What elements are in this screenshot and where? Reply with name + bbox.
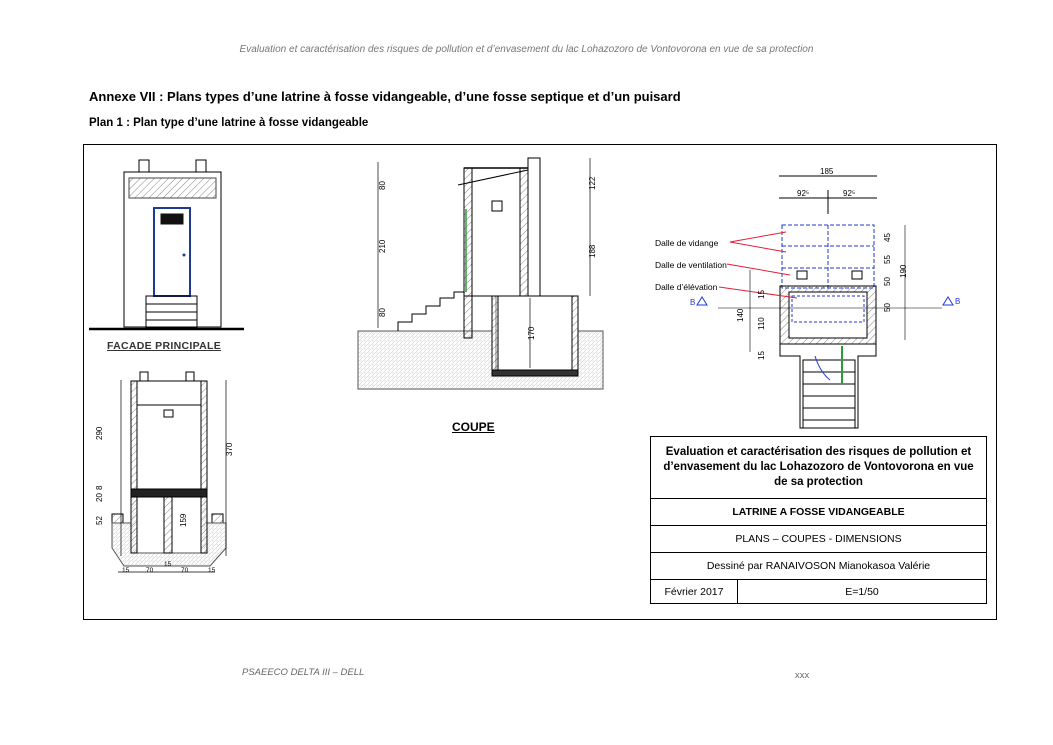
dim-fs-5: 159 bbox=[179, 513, 188, 527]
annex-title: Annexe VII : Plans types d’une latrine à fosse vidangeable, d’une fosse septique et d’un puisard bbox=[89, 89, 681, 104]
dim-fs-4: 52 bbox=[95, 516, 104, 525]
dim-fs-6: 15 bbox=[164, 561, 172, 568]
dim-plan-0: 185 bbox=[820, 167, 834, 176]
dim-plan-11: 15 bbox=[757, 351, 766, 360]
dim-coupe-3: 122 bbox=[588, 176, 597, 190]
facade-elevation bbox=[89, 160, 244, 329]
section-marker-right: B bbox=[955, 297, 961, 306]
title-block-subtitle: PLANS – COUPES - DIMENSIONS bbox=[651, 526, 986, 553]
running-header: Evaluation et caractérisation des risques de pollution et d’envasement du lac Lohazozoro de Vontovorona en vue de sa protection bbox=[239, 44, 814, 55]
dim-fs-1: 370 bbox=[225, 442, 234, 456]
dim-plan-9: 110 bbox=[757, 317, 766, 330]
dim-coupe-4: 188 bbox=[588, 244, 597, 258]
dim-fs-3: 8 bbox=[95, 485, 104, 490]
plan-label-vidange: Dalle de vidange bbox=[655, 238, 719, 248]
dim-plan-10: 15 bbox=[757, 290, 766, 299]
dim-fs-9: 15 bbox=[122, 567, 130, 574]
plan-view bbox=[718, 176, 942, 428]
plan-label-elevation: Dalle d’élévation bbox=[655, 282, 718, 292]
dim-plan-1: 92⁵ bbox=[797, 189, 810, 198]
section-marker-left: B bbox=[690, 298, 696, 307]
dim-plan-2: 92⁵ bbox=[843, 189, 856, 198]
title-block bbox=[650, 436, 987, 604]
section-arrow-right-icon bbox=[943, 297, 953, 305]
dim-fs-2: 20 bbox=[95, 493, 104, 502]
dim-plan-5: 50 bbox=[883, 277, 892, 286]
plan-title: Plan 1 : Plan type d’une latrine à fosse vidangeable bbox=[89, 117, 369, 129]
title-block-scale: E=1/50 bbox=[845, 586, 879, 598]
footer-left: PSAEECO DELTA III – DELL bbox=[242, 667, 365, 678]
dim-plan-3: 45 bbox=[883, 233, 892, 242]
dim-fs-7: 70 bbox=[146, 567, 154, 574]
dim-plan-8: 140 bbox=[736, 308, 745, 322]
title-block-date: Février 2017 bbox=[651, 580, 738, 604]
dim-fs-8: 70 bbox=[181, 567, 189, 574]
section-arrow-left-icon bbox=[697, 297, 707, 305]
coupe-label: COUPE bbox=[452, 420, 495, 434]
side-section bbox=[112, 372, 226, 572]
footer-page-number: xxx bbox=[795, 670, 810, 681]
title-block-project: Evaluation et caractérisation des risques de pollution et d’envasement du lac Lohazozoro de Vontovorona en vue de sa protection bbox=[651, 437, 986, 499]
dim-plan-4: 55 bbox=[883, 255, 892, 264]
dim-plan-7: 190 bbox=[899, 264, 908, 278]
title-block-meta bbox=[651, 580, 986, 604]
dim-coupe-1: 210 bbox=[378, 239, 387, 253]
title-block-drawing-title: LATRINE A FOSSE VIDANGEABLE bbox=[651, 499, 986, 526]
dim-coupe-5: 170 bbox=[527, 326, 536, 340]
plan-label-ventilation: Dalle de ventilation bbox=[655, 260, 727, 270]
facade-label: FACADE PRINCIPALE bbox=[107, 340, 221, 352]
dim-coupe-2: 80 bbox=[378, 308, 387, 317]
dim-plan-6: 50 bbox=[883, 303, 892, 312]
dim-fs-0: 290 bbox=[95, 426, 104, 440]
dim-fs-10: 15 bbox=[208, 567, 216, 574]
title-block-author: Dessiné par RANAIVOSON Mianokasoa Valérie bbox=[651, 553, 986, 580]
coupe-section bbox=[358, 158, 603, 389]
dim-coupe-0: 80 bbox=[378, 181, 387, 190]
